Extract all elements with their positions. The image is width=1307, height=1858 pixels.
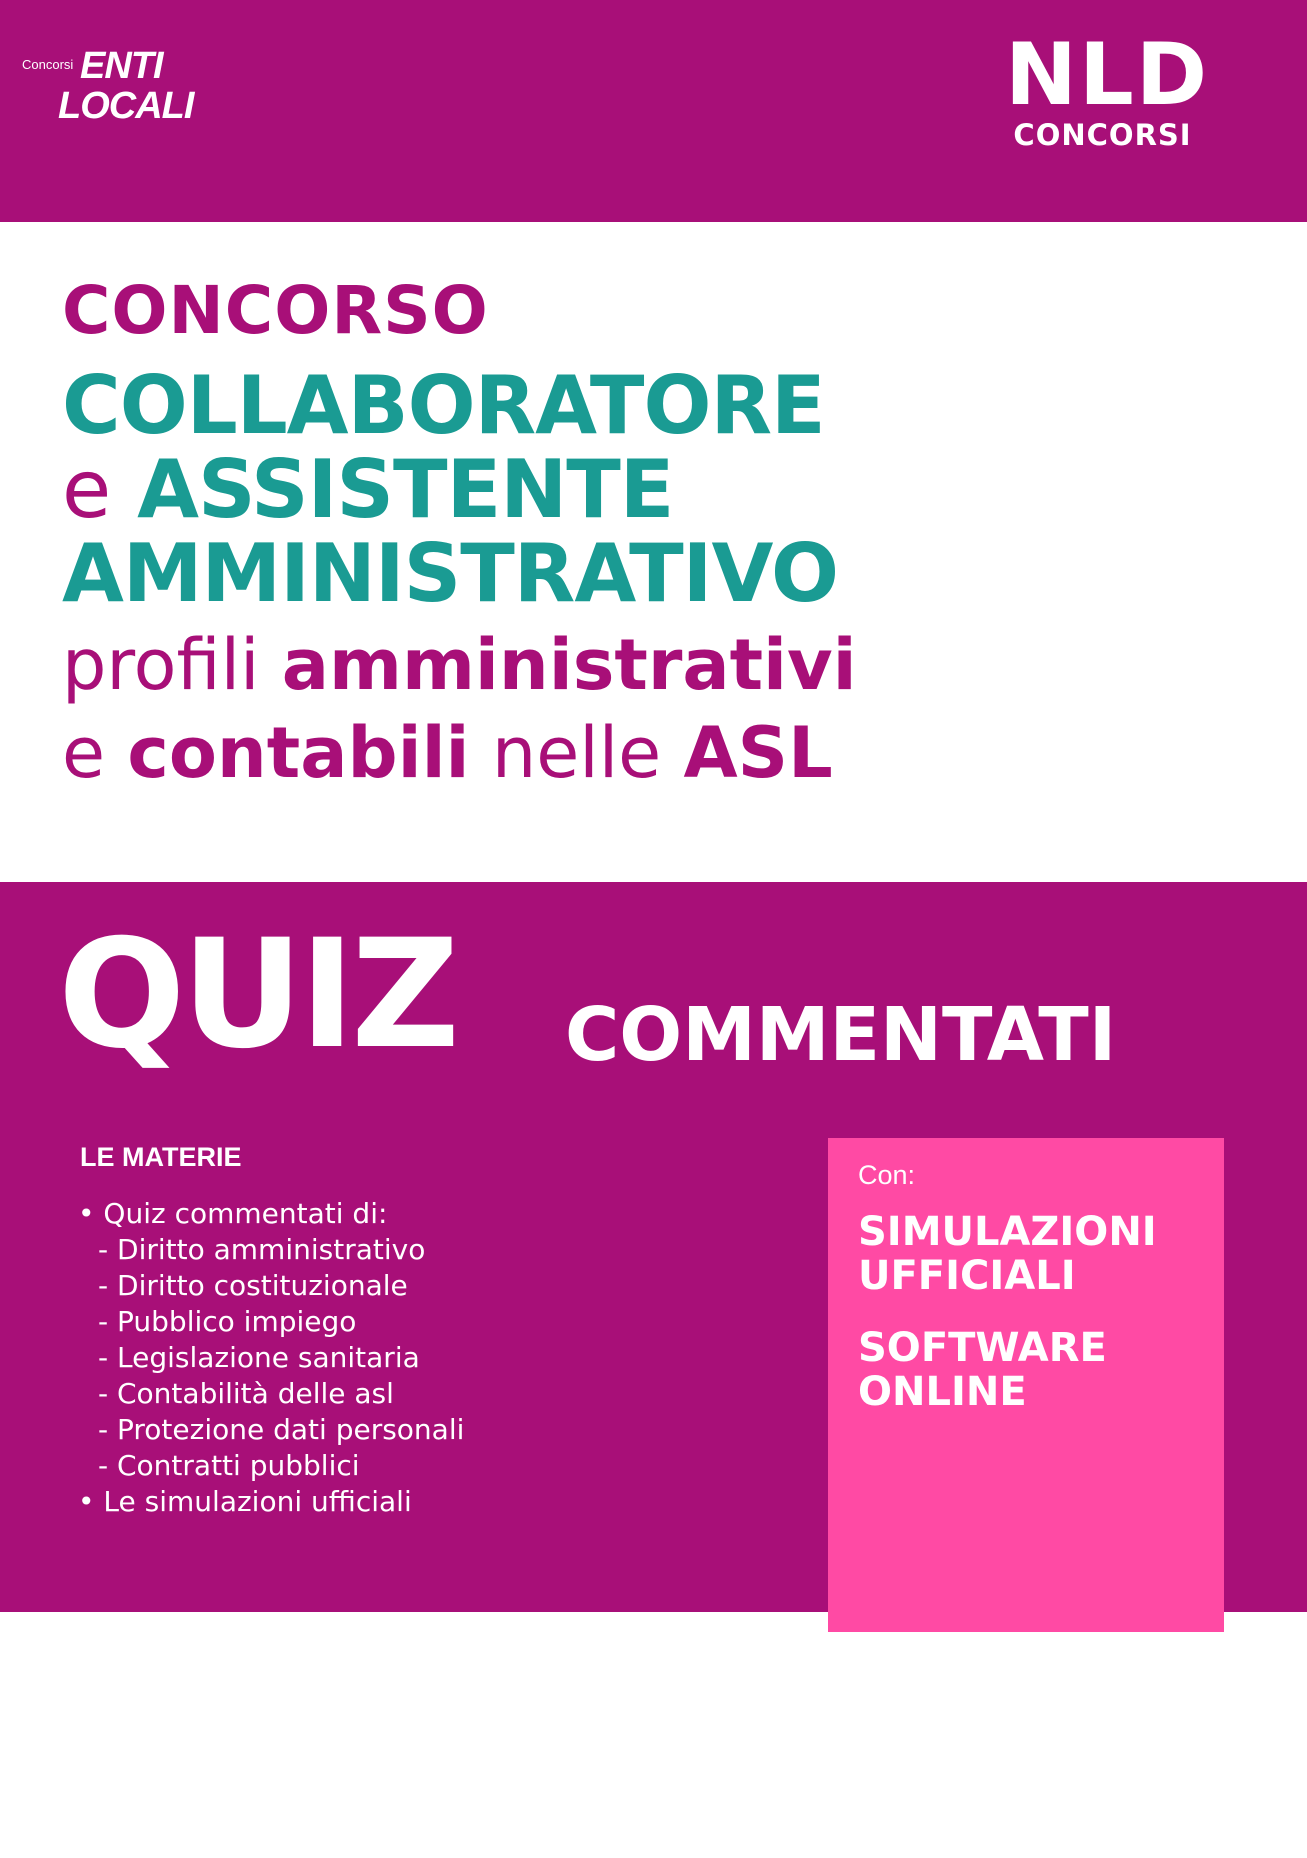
nld-concorsi-logo — [1005, 25, 1210, 152]
materie-list — [78, 1196, 464, 1520]
title-collaboratore: COLLABORATORE — [62, 359, 825, 452]
subtitle-e-2: e — [62, 712, 106, 794]
materie-heading: LE MATERIE — [80, 1142, 242, 1172]
subtitle-line-2 — [62, 712, 833, 794]
title-amministrativo: AMMINISTRATIVO — [62, 527, 838, 620]
subtitle-asl: ASL — [683, 712, 833, 794]
subtitle-amministrativi: amministrativi — [281, 624, 857, 706]
list-item: - Diritto costituzionale — [98, 1269, 408, 1302]
subtitle-profili: profili — [62, 624, 260, 706]
title-assistente: ASSISTENTE — [137, 443, 674, 536]
list-item: - Diritto amministrativo — [98, 1233, 426, 1266]
logo-line-1: ENTI — [80, 45, 163, 87]
feature-simulazioni-line-2: UFFICIALI — [858, 1253, 1076, 1299]
quiz-heading: QUIZ — [58, 908, 456, 1082]
subtitle-nelle: nelle — [491, 712, 662, 794]
logo-small-text: Concorsi — [22, 57, 74, 72]
feature-simulazioni-line-1: SIMULAZIONI — [858, 1209, 1157, 1255]
title-concorso: CONCORSO — [62, 272, 489, 349]
box-con-label: Con: — [858, 1160, 916, 1190]
nld-sub: CONCORSI — [1013, 118, 1192, 152]
list-item: - Pubblico impiego — [98, 1305, 357, 1338]
commentati-heading: COMMENTATI — [565, 992, 1117, 1078]
feature-simulazioni — [858, 1210, 1157, 1298]
list-item: - Contratti pubblici — [98, 1449, 360, 1482]
title-e-1: e — [62, 443, 111, 536]
nld-brand: NLD — [1005, 25, 1210, 125]
list-item: • Quiz commentati di: — [78, 1197, 388, 1230]
list-item: - Protezione dati personali — [98, 1413, 465, 1446]
list-item: - Legislazione sanitaria — [98, 1341, 420, 1374]
list-item: • Le simulazioni ufficiali — [78, 1485, 412, 1518]
feature-software-line-1: SOFTWARE — [858, 1325, 1107, 1371]
subtitle-line-1 — [62, 624, 857, 706]
list-item: - Contabilità delle asl — [98, 1377, 394, 1410]
logo-line-2: LOCALI — [58, 85, 194, 127]
features-box — [828, 1138, 1224, 1632]
title-assistente-line — [62, 443, 674, 536]
feature-software — [858, 1326, 1107, 1414]
feature-software-line-2: ONLINE — [858, 1369, 1027, 1415]
subtitle-contabili: contabili — [127, 712, 470, 794]
